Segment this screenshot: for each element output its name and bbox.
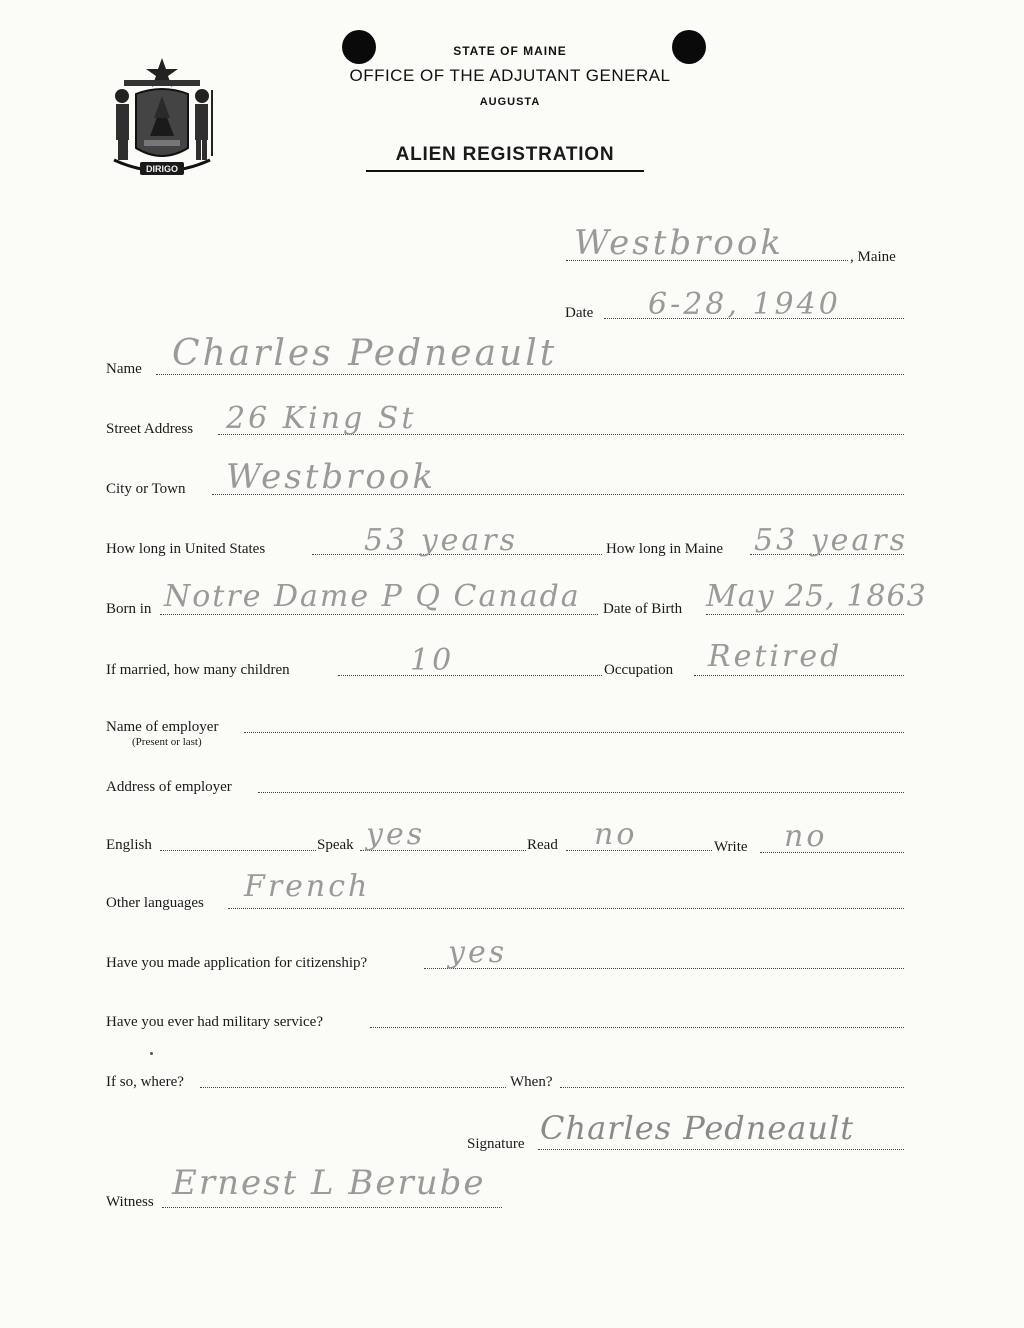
witness-value[interactable]: Ernest L Berube	[172, 1163, 486, 1203]
signature-value[interactable]: Charles Pedneault	[540, 1109, 855, 1147]
witness-label: Witness	[106, 1194, 154, 1210]
how-long-us-label: How long in United States	[106, 541, 266, 557]
employer-label: Name of employer	[106, 719, 219, 735]
speak-value[interactable]: yes	[366, 817, 426, 852]
other-languages-value[interactable]: French	[244, 869, 371, 904]
employer-address-line	[258, 792, 904, 793]
employer-line	[244, 732, 904, 733]
write-label: Write	[714, 839, 748, 855]
name-line	[156, 374, 904, 375]
children-line	[338, 675, 602, 676]
header-city: AUGUSTA	[479, 96, 541, 108]
how-long-maine-value[interactable]: 53 years	[754, 523, 909, 558]
read-line	[566, 850, 712, 851]
english-line	[160, 850, 316, 851]
children-value[interactable]: 10	[410, 643, 455, 678]
how-long-us-value[interactable]: 53 years	[364, 523, 519, 558]
occupation-line	[694, 675, 904, 676]
when-line	[560, 1087, 904, 1088]
city-value[interactable]: Westbrook	[226, 457, 436, 497]
write-value[interactable]: no	[784, 819, 828, 854]
citizenship-label: Have you made application for citizenship?	[106, 955, 368, 971]
ink-speck	[150, 1052, 153, 1055]
header-state: STATE OF MAINE	[453, 44, 567, 58]
where-line	[200, 1087, 506, 1088]
children-label: If married, how many children	[106, 662, 290, 678]
dob-label: Date of Birth	[603, 601, 683, 617]
when-label: When?	[510, 1074, 553, 1090]
name-value[interactable]: Charles Pedneault	[172, 333, 558, 374]
signature-line	[538, 1149, 904, 1150]
military-label: Have you ever had military service?	[106, 1014, 323, 1030]
employer-note: (Present or last)	[132, 736, 202, 748]
occupation-label: Occupation	[604, 662, 674, 678]
state-seal-icon	[106, 56, 218, 186]
date-value[interactable]: 6-28, 1940	[648, 287, 841, 322]
citizenship-value[interactable]: yes	[448, 935, 508, 970]
seal-motto: DIRIGO	[145, 164, 179, 174]
street-label: Street Address	[106, 421, 194, 437]
other-languages-line	[228, 908, 904, 909]
street-value[interactable]: 26 King St	[226, 401, 417, 436]
other-languages-label: Other languages	[106, 895, 204, 911]
dob-line	[706, 614, 904, 615]
town-value[interactable]: Westbrook	[574, 223, 784, 263]
city-label: City or Town	[106, 481, 186, 497]
date-label: Date	[565, 305, 594, 321]
born-in-line	[160, 614, 598, 615]
read-value[interactable]: no	[594, 817, 638, 852]
read-label: Read	[527, 837, 558, 853]
signature-label: Signature	[467, 1136, 525, 1152]
born-in-label: Born in	[106, 601, 152, 617]
born-in-value[interactable]: Notre Dame P Q Canada	[164, 579, 581, 614]
speak-label: Speak	[317, 837, 354, 853]
header-office: OFFICE OF THE ADJUTANT GENERAL	[349, 66, 671, 85]
witness-line	[162, 1207, 502, 1208]
where-label: If so, where?	[106, 1074, 184, 1090]
dob-value[interactable]: May 25, 1863	[706, 579, 927, 614]
military-line	[370, 1027, 904, 1028]
english-label: English	[106, 837, 152, 853]
write-line	[760, 852, 904, 853]
employer-address-label: Address of employer	[106, 779, 232, 795]
maine-label: , Maine	[850, 249, 896, 265]
how-long-maine-label: How long in Maine	[606, 541, 724, 557]
occupation-value[interactable]: Retired	[708, 639, 843, 674]
form-title: ALIEN REGISTRATION	[366, 144, 644, 172]
name-label: Name	[106, 361, 142, 377]
